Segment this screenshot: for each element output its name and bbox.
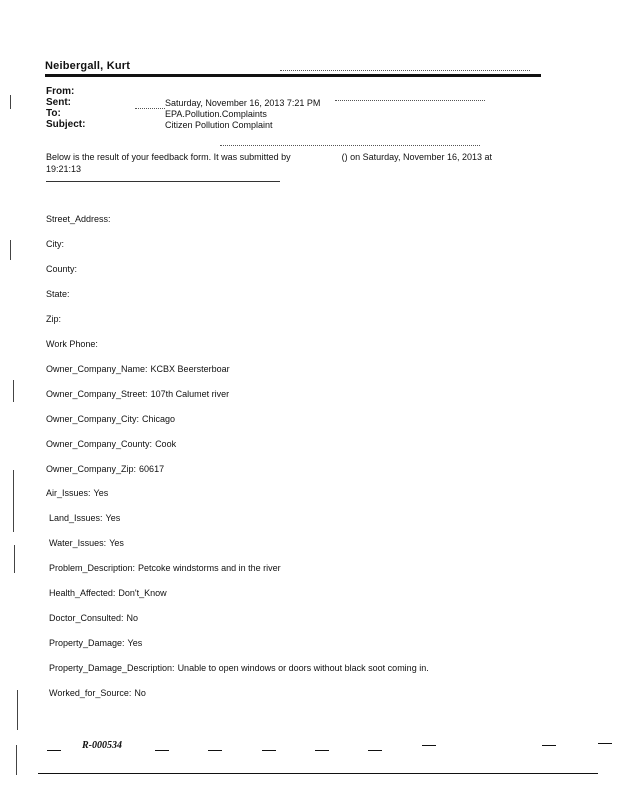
field-label: Water_Issues: [49, 538, 107, 548]
scan-mark [13, 470, 14, 532]
body-separator [46, 181, 280, 182]
form-field-row [46, 264, 80, 274]
scan-mark [16, 745, 17, 775]
footer-dash [598, 743, 612, 744]
footer-dash [47, 750, 61, 751]
field-label: Doctor_Consulted: [49, 613, 124, 623]
field-value: KCBX Beersterboar [150, 364, 230, 374]
form-field-row [46, 339, 101, 349]
intro-text-3: 19:21:13 [46, 164, 82, 174]
field-label: Owner_Company_Zip: [46, 464, 137, 474]
field-value: 107th Calumet river [150, 389, 230, 399]
scan-mark [13, 380, 14, 402]
bates-stamp: R-000534 [82, 740, 122, 751]
to-label: To: [46, 108, 61, 119]
field-label: Property_Damage: [49, 638, 125, 648]
sender-name-heading: Neibergall, Kurt [45, 60, 131, 72]
footer-dash [262, 750, 276, 751]
field-label: City: [46, 239, 64, 249]
field-label: Owner_Company_County: [46, 439, 153, 449]
scan-mark [335, 100, 485, 102]
from-label: From: [46, 86, 75, 97]
field-label: Work Phone: [46, 339, 98, 349]
subject-label: Subject: [46, 119, 86, 130]
footer-rule [38, 773, 598, 774]
field-value: Yes [93, 488, 109, 498]
header-rule [45, 74, 541, 77]
form-field-row [46, 464, 164, 474]
field-label: Health_Affected: [49, 588, 116, 598]
intro-text-1: Below is the result of your feedback form. It was submitted by [46, 152, 291, 162]
form-field-row [49, 613, 138, 623]
field-value: No [134, 688, 146, 698]
sent-label: Sent: [46, 97, 71, 108]
footer-dash [208, 750, 222, 751]
form-field-row [46, 289, 73, 299]
form-field-row [49, 638, 142, 648]
form-field-row [46, 239, 67, 249]
scan-mark [14, 545, 15, 573]
field-value: Don't_Know [118, 588, 167, 598]
field-label: Air_Issues: [46, 488, 91, 498]
form-field-row [46, 214, 114, 224]
form-field-row [49, 538, 124, 548]
sent-value: Saturday, November 16, 2013 7:21 PM [165, 98, 321, 108]
scan-mark [220, 145, 480, 147]
field-label: Worked_for_Source: [49, 688, 132, 698]
form-field-row [49, 588, 167, 598]
field-label: County: [46, 264, 78, 274]
field-value: No [126, 613, 139, 623]
scan-mark [17, 690, 18, 730]
form-field-row [46, 439, 176, 449]
footer-dash [422, 745, 436, 746]
to-value: EPA.Pollution.Complaints [165, 109, 267, 119]
field-value: Unable to open windows or doors without black soot coming in. [177, 663, 429, 673]
form-field-row [49, 513, 120, 523]
form-field-row [49, 563, 281, 573]
field-value: Cook [155, 439, 177, 449]
email-body-intro [46, 151, 516, 175]
scan-mark [135, 108, 165, 110]
form-field-row [46, 389, 229, 399]
intro-text-2: () on Saturday, November 16, 2013 at [341, 152, 493, 162]
form-field-row [46, 314, 64, 324]
field-value: Chicago [142, 414, 176, 424]
field-value: Yes [109, 538, 124, 548]
field-value: Yes [127, 638, 143, 648]
field-label: Owner_Company_Street: [46, 389, 148, 399]
form-field-row [46, 364, 230, 374]
subject-value: Citizen Pollution Complaint [165, 120, 273, 130]
field-value: 60617 [139, 464, 165, 474]
field-label: State: [46, 289, 70, 299]
field-value: Yes [105, 513, 121, 523]
footer-dash [368, 750, 382, 751]
scan-mark [10, 95, 11, 109]
field-label: Property_Damage_Description: [49, 663, 175, 673]
scan-mark [280, 70, 530, 72]
form-field-row [49, 663, 429, 673]
footer-dash [542, 745, 556, 746]
field-label: Owner_Company_City: [46, 414, 140, 424]
field-label: Owner_Company_Name: [46, 364, 148, 374]
field-label: Zip: [46, 314, 62, 324]
field-label: Problem_Description: [49, 563, 136, 573]
scan-mark [10, 240, 11, 260]
field-value: Petcoke windstorms and in the river [138, 563, 281, 573]
footer-dash [315, 750, 329, 751]
field-label: Land_Issues: [49, 513, 103, 523]
form-field-row [46, 414, 175, 424]
field-label: Street_Address: [46, 214, 111, 224]
form-field-row [49, 688, 146, 698]
form-field-row [46, 488, 108, 498]
footer-dash [155, 750, 169, 751]
